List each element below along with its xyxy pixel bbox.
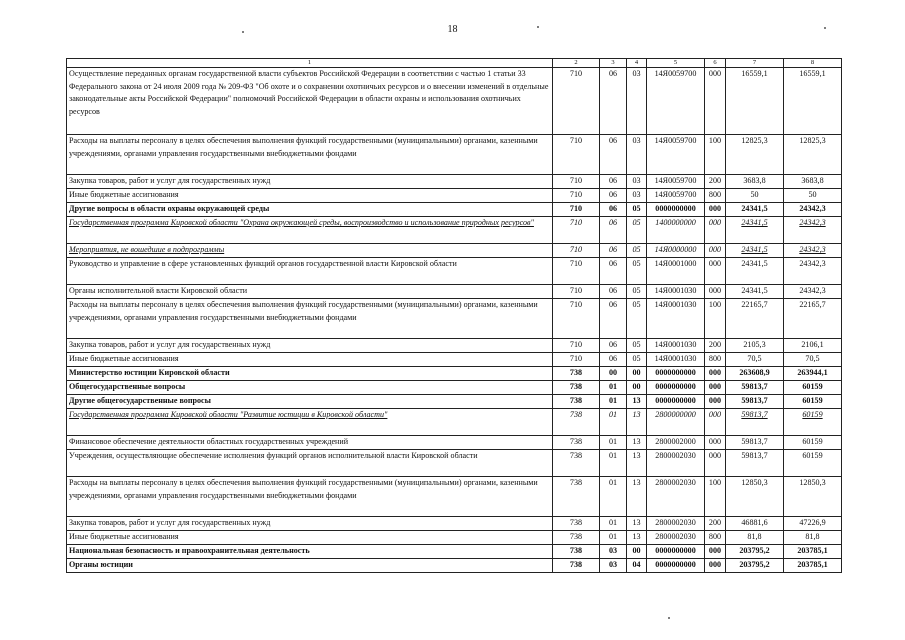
row-description: Расходы на выплаты персоналу в целях обеспечения выполнения функций государственными (муниципальными) органами, казенными учреждениями, органами управления государственными внебюджетными фондами [67, 299, 553, 339]
subsection-code: 05 [627, 353, 647, 367]
table-row [67, 217, 842, 244]
section-code: 06 [600, 299, 627, 339]
ministry-code: 710 [553, 68, 600, 135]
subsection-code: 13 [627, 450, 647, 477]
table-row [67, 436, 842, 450]
section-code: 06 [600, 339, 627, 353]
section-code: 06 [600, 285, 627, 299]
column-header: 2 [553, 59, 600, 68]
amount-year-2: 47226,9 [784, 517, 842, 531]
table-row [67, 353, 842, 367]
column-header: 3 [600, 59, 627, 68]
row-description: Государственная программа Кировской области "Развитие юстиции в Кировской области" [67, 409, 553, 436]
section-code: 06 [600, 135, 627, 175]
amount-year-2: 22165,7 [784, 299, 842, 339]
expense-type-code: 800 [705, 531, 726, 545]
column-header: 1 [67, 59, 553, 68]
target-article-code: 1400000000 [647, 217, 705, 244]
column-header: 4 [627, 59, 647, 68]
column-header-row [67, 59, 842, 68]
expense-type-code: 000 [705, 203, 726, 217]
amount-year-1: 2105,3 [726, 339, 784, 353]
section-code: 06 [600, 353, 627, 367]
expense-type-code: 000 [705, 217, 726, 244]
ministry-code: 738 [553, 381, 600, 395]
section-code: 01 [600, 477, 627, 517]
table-row [67, 381, 842, 395]
section-code: 06 [600, 258, 627, 285]
column-header: 5 [647, 59, 705, 68]
subsection-code: 03 [627, 68, 647, 135]
expense-type-code: 100 [705, 477, 726, 517]
scan-speck [537, 26, 539, 28]
target-article-code: 2800002000 [647, 436, 705, 450]
amount-year-2: 24342,3 [784, 244, 842, 258]
amount-year-2: 12850,3 [784, 477, 842, 517]
subsection-code: 13 [627, 477, 647, 517]
ministry-code: 738 [553, 531, 600, 545]
row-description: Иные бюджетные ассигнования [67, 189, 553, 203]
expense-type-code: 000 [705, 545, 726, 559]
ministry-code: 710 [553, 217, 600, 244]
table-row [67, 68, 842, 135]
row-description: Государственная программа Кировской области "Охрана окружающей среды, воспроизводство и использование природных ресурсов" [67, 217, 553, 244]
ministry-code: 738 [553, 436, 600, 450]
target-article-code: 14Я0059700 [647, 175, 705, 189]
table-row [67, 517, 842, 531]
row-description: Руководство и управление в сфере установленных функций органов государственной власти Кировской области [67, 258, 553, 285]
subsection-code: 05 [627, 217, 647, 244]
amount-year-2: 24342,3 [784, 203, 842, 217]
expense-type-code: 000 [705, 395, 726, 409]
subsection-code: 13 [627, 531, 647, 545]
ministry-code: 710 [553, 135, 600, 175]
expense-type-code: 000 [705, 409, 726, 436]
ministry-code: 710 [553, 189, 600, 203]
amount-year-2: 50 [784, 189, 842, 203]
table-row [67, 367, 842, 381]
amount-year-2: 81,8 [784, 531, 842, 545]
target-article-code: 14Я0059700 [647, 135, 705, 175]
table-row [67, 175, 842, 189]
amount-year-1: 263608,9 [726, 367, 784, 381]
amount-year-2: 60159 [784, 409, 842, 436]
amount-year-2: 70,5 [784, 353, 842, 367]
expense-type-code: 000 [705, 381, 726, 395]
amount-year-1: 24341,5 [726, 217, 784, 244]
amount-year-2: 60159 [784, 395, 842, 409]
target-article-code: 14Я0059700 [647, 189, 705, 203]
row-description: Общегосударственные вопросы [67, 381, 553, 395]
target-article-code: 2800002030 [647, 531, 705, 545]
amount-year-1: 59813,7 [726, 409, 784, 436]
expense-type-code: 100 [705, 135, 726, 175]
subsection-code: 03 [627, 175, 647, 189]
ministry-code: 738 [553, 517, 600, 531]
expense-type-code: 000 [705, 258, 726, 285]
expense-type-code: 200 [705, 175, 726, 189]
ministry-code: 710 [553, 175, 600, 189]
target-article-code: 14Я0001030 [647, 299, 705, 339]
amount-year-1: 46881,6 [726, 517, 784, 531]
column-header: 6 [705, 59, 726, 68]
ministry-code: 738 [553, 545, 600, 559]
subsection-code: 13 [627, 436, 647, 450]
expense-type-code: 800 [705, 189, 726, 203]
expense-type-code: 000 [705, 559, 726, 573]
table-row [67, 477, 842, 517]
table-row [67, 244, 842, 258]
expense-type-code: 000 [705, 68, 726, 135]
table-row [67, 299, 842, 339]
amount-year-2: 24342,3 [784, 258, 842, 285]
row-description: Осуществление переданных органам государственной власти субъектов Российской Федерации в соответствии с частью 1 статьи 33 Федерального закона от 24 июля 2009 года № 209-ФЗ "Об охоте и о сохранении охотничьих ресурсов и о внесении изменений в отдельные законодательные акты Российской Федерации" полномочий Российской Федерации в области охраны и использования охотничьих ресурсов [67, 68, 553, 135]
subsection-code: 03 [627, 135, 647, 175]
amount-year-1: 3683,8 [726, 175, 784, 189]
expense-type-code: 200 [705, 339, 726, 353]
target-article-code: 2800002030 [647, 477, 705, 517]
subsection-code: 00 [627, 367, 647, 381]
row-description: Расходы на выплаты персоналу в целях обеспечения выполнения функций государственными (муниципальными) органами, казенными учреждениями, органами управления государственными внебюджетными фондами [67, 477, 553, 517]
amount-year-2: 24342,3 [784, 285, 842, 299]
amount-year-1: 24341,5 [726, 258, 784, 285]
amount-year-1: 59813,7 [726, 395, 784, 409]
amount-year-1: 70,5 [726, 353, 784, 367]
section-code: 01 [600, 517, 627, 531]
row-description: Закупка товаров, работ и услуг для государственных нужд [67, 175, 553, 189]
amount-year-1: 59813,7 [726, 436, 784, 450]
section-code: 01 [600, 409, 627, 436]
row-description: Расходы на выплаты персоналу в целях обеспечения выполнения функций государственными (муниципальными) органами, казенными учреждениями, органами управления государственными внебюджетными фондами [67, 135, 553, 175]
expense-type-code: 000 [705, 436, 726, 450]
ministry-code: 710 [553, 299, 600, 339]
target-article-code: 14Я0001030 [647, 339, 705, 353]
amount-year-2: 16559,1 [784, 68, 842, 135]
amount-year-1: 203795,2 [726, 559, 784, 573]
table-row [67, 450, 842, 477]
subsection-code: 13 [627, 409, 647, 436]
target-article-code: 0000000000 [647, 203, 705, 217]
expense-type-code: 100 [705, 299, 726, 339]
column-header: 7 [726, 59, 784, 68]
ministry-code: 738 [553, 450, 600, 477]
amount-year-1: 12825,3 [726, 135, 784, 175]
amount-year-2: 60159 [784, 436, 842, 450]
table-row [67, 559, 842, 573]
amount-year-2: 2106,1 [784, 339, 842, 353]
ministry-code: 710 [553, 258, 600, 285]
row-description: Другие общегосударственные вопросы [67, 395, 553, 409]
amount-year-2: 203785,1 [784, 545, 842, 559]
ministry-code: 738 [553, 477, 600, 517]
subsection-code: 05 [627, 339, 647, 353]
table-row [67, 285, 842, 299]
amount-year-2: 60159 [784, 381, 842, 395]
section-code: 03 [600, 545, 627, 559]
page-number: 18 [447, 24, 458, 35]
target-article-code: 14Я0000000 [647, 244, 705, 258]
ministry-code: 738 [553, 559, 600, 573]
subsection-code: 05 [627, 244, 647, 258]
row-description: Министерство юстиции Кировской области [67, 367, 553, 381]
target-article-code: 2800002030 [647, 517, 705, 531]
expense-type-code: 200 [705, 517, 726, 531]
amount-year-1: 50 [726, 189, 784, 203]
ministry-code: 710 [553, 285, 600, 299]
row-description: Иные бюджетные ассигнования [67, 531, 553, 545]
target-article-code: 0000000000 [647, 545, 705, 559]
amount-year-2: 60159 [784, 450, 842, 477]
section-code: 01 [600, 436, 627, 450]
ministry-code: 738 [553, 395, 600, 409]
section-code: 01 [600, 381, 627, 395]
expense-type-code: 000 [705, 450, 726, 477]
subsection-code: 05 [627, 203, 647, 217]
amount-year-1: 24341,5 [726, 285, 784, 299]
budget-table [66, 58, 842, 573]
amount-year-1: 24341,5 [726, 244, 784, 258]
row-description: Финансовое обеспечение деятельности областных государственных учреждений [67, 436, 553, 450]
ministry-code: 710 [553, 244, 600, 258]
target-article-code: 14Я0001030 [647, 353, 705, 367]
amount-year-1: 16559,1 [726, 68, 784, 135]
section-code: 01 [600, 395, 627, 409]
section-code: 01 [600, 450, 627, 477]
subsection-code: 05 [627, 285, 647, 299]
row-description: Органы исполнительной власти Кировской области [67, 285, 553, 299]
scan-speck [668, 617, 670, 619]
section-code: 01 [600, 531, 627, 545]
amount-year-2: 12825,3 [784, 135, 842, 175]
amount-year-2: 3683,8 [784, 175, 842, 189]
section-code: 06 [600, 175, 627, 189]
table-row [67, 339, 842, 353]
row-description: Учреждения, осуществляющие обеспечение исполнения функций органов исполнительной власти Кировской области [67, 450, 553, 477]
target-article-code: 14Я0001030 [647, 285, 705, 299]
table-row [67, 531, 842, 545]
section-code: 06 [600, 217, 627, 244]
subsection-code: 03 [627, 189, 647, 203]
row-description: Закупка товаров, работ и услуг для государственных нужд [67, 339, 553, 353]
expense-type-code: 800 [705, 353, 726, 367]
expense-type-code: 000 [705, 285, 726, 299]
amount-year-1: 81,8 [726, 531, 784, 545]
section-code: 06 [600, 203, 627, 217]
table-row [67, 409, 842, 436]
table-row [67, 135, 842, 175]
target-article-code: 2800000000 [647, 409, 705, 436]
table-row [67, 545, 842, 559]
table-row [67, 258, 842, 285]
ministry-code: 710 [553, 339, 600, 353]
target-article-code: 14Я0059700 [647, 68, 705, 135]
scan-speck [242, 31, 244, 33]
row-description: Органы юстиции [67, 559, 553, 573]
section-code: 06 [600, 189, 627, 203]
expense-type-code: 000 [705, 367, 726, 381]
scan-speck [824, 27, 826, 29]
section-code: 06 [600, 68, 627, 135]
amount-year-1: 24341,5 [726, 203, 784, 217]
table-row [67, 203, 842, 217]
target-article-code: 0000000000 [647, 381, 705, 395]
row-description: Другие вопросы в области охраны окружающей среды [67, 203, 553, 217]
subsection-code: 13 [627, 395, 647, 409]
row-description: Иные бюджетные ассигнования [67, 353, 553, 367]
subsection-code: 04 [627, 559, 647, 573]
expense-type-code: 000 [705, 244, 726, 258]
amount-year-1: 203795,2 [726, 545, 784, 559]
budget-table-body [67, 59, 842, 573]
amount-year-1: 59813,7 [726, 450, 784, 477]
section-code: 03 [600, 559, 627, 573]
table-row [67, 189, 842, 203]
target-article-code: 0000000000 [647, 559, 705, 573]
ministry-code: 710 [553, 203, 600, 217]
target-article-code: 0000000000 [647, 395, 705, 409]
ministry-code: 738 [553, 409, 600, 436]
target-article-code: 2800002030 [647, 450, 705, 477]
amount-year-2: 263944,1 [784, 367, 842, 381]
subsection-code: 00 [627, 545, 647, 559]
column-header: 8 [784, 59, 842, 68]
ministry-code: 738 [553, 367, 600, 381]
section-code: 00 [600, 367, 627, 381]
section-code: 06 [600, 244, 627, 258]
row-description: Национальная безопасность и правоохранительная деятельность [67, 545, 553, 559]
amount-year-2: 24342,3 [784, 217, 842, 244]
subsection-code: 05 [627, 299, 647, 339]
subsection-code: 05 [627, 258, 647, 285]
target-article-code: 14Я0001000 [647, 258, 705, 285]
table-row [67, 395, 842, 409]
amount-year-1: 22165,7 [726, 299, 784, 339]
amount-year-1: 12850,3 [726, 477, 784, 517]
ministry-code: 710 [553, 353, 600, 367]
amount-year-2: 203785,1 [784, 559, 842, 573]
row-description: Мероприятия, не вошедшие в подпрограммы [67, 244, 553, 258]
target-article-code: 0000000000 [647, 367, 705, 381]
row-description: Закупка товаров, работ и услуг для государственных нужд [67, 517, 553, 531]
subsection-code: 13 [627, 517, 647, 531]
subsection-code: 00 [627, 381, 647, 395]
amount-year-1: 59813,7 [726, 381, 784, 395]
